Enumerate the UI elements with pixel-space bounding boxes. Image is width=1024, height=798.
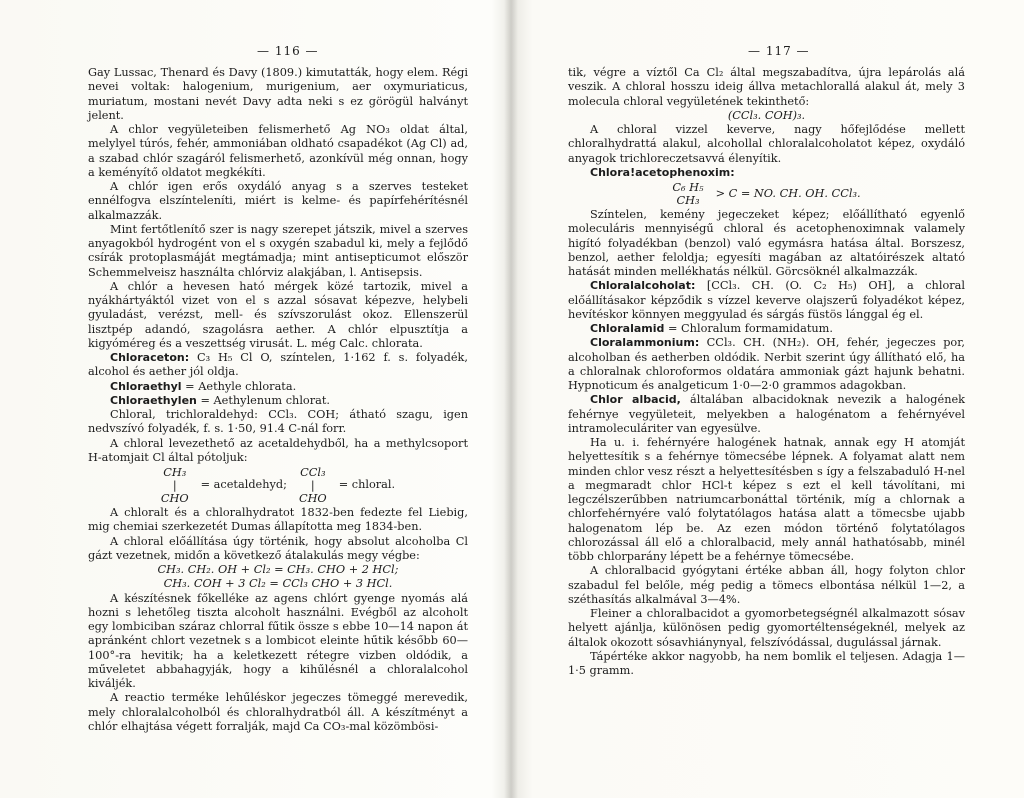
paragraph-text: Gay Lussac, Thenard és Davy (1809.) kimutatták, hogy elem. Régi nevei voltak: halogenium, murigenium, aer oxymuriaticus, muriatum, mostani nevét Davy adta neki s ez görögül halványt jelent. — [88, 66, 468, 122]
paragraph-text: tik, végre a víztől Ca Cl₂ által megszabadítva, újra lepárolás alá veszik. A chloral hosszu ideig állva metachlorallá alakul át, mely 3 molecula chloral vegyületének tekinthető: — [568, 66, 965, 108]
paragraph — [568, 123, 965, 166]
paragraph — [88, 180, 468, 223]
entry-heading: Cloralammonium: — [590, 336, 700, 350]
paragraph-text: általában albacidoknak nevezik a halogének fehérnye vegyületeit, melyekben a halogénatom a fehérnyével intramoleculáriter van egyesülve. — [568, 393, 965, 435]
entry-heading: Chlor albacid, — [590, 393, 681, 407]
entry-heading: Chloralalcoholat: — [590, 279, 696, 293]
paragraph — [88, 506, 468, 535]
right-paragraphs-c — [568, 208, 965, 678]
entry-heading: Chloraceton: — [110, 351, 190, 364]
paragraph-text: A chloral előállítása úgy történik, hogy absolut alcoholba Cl gázt vezetnek, midőn a következő átalakulás megy végbe: — [88, 534, 468, 562]
paragraph-text: Tápértéke akkor nagyobb, ha nem bomlik el teljesen. Adagja 1—1·5 gramm. — [568, 649, 965, 677]
paragraph — [88, 66, 468, 123]
right-page-text — [568, 66, 965, 678]
left-page — [0, 0, 504, 798]
right-page — [518, 0, 1024, 798]
equation-label: = acetaldehyd; — [200, 478, 287, 492]
paragraph-text: = Chloralum formamidatum. — [664, 322, 833, 335]
paragraph-text: A készítésnek főkelléke az agens chlórt gyenge nyomás alá hozni s lehetőleg tiszta alcoholt használni. Evégből az alcoholt egy lombiciban száraz chlorral fűtik össze s ebbe 10—14 napon át apránként chlort vezetnek s a lombicot eleinte hűtik később 60—100°-ra hevitik; ha a keletkezett rétegre vizben oldódik, a műveletet abbahagyják, hogy a kihűlésnél a chloralalcohol kiváljék. — [88, 591, 468, 690]
paragraph-text: A chlór a hevesen ható mérgek közé tartozik, mivel a nyákhártyáktól vizet von el s azzal sósavat képezve, helybeli gyuladást, verézst, mell- és szívszorulást okoz. Ellenszerül lisztpép adandó, szagolásra aether. A chlór elpusztítja a kigyóméreg és a veszettség virusát. L. még Calc. chlorata. — [88, 279, 468, 350]
paragraph-text: C₃ H₅ Cl O, színtelen, 1·162 f. s. folyadék, alcohol és aether jól oldja. — [88, 351, 468, 379]
paragraph-text: A chloralt és a chloralhydratot 1832-ben fedezte fel Liebig, mig chemiai szerkezetét Dumas állapította meg 1834-ben. — [88, 506, 468, 534]
page-gutter — [504, 0, 518, 798]
paragraph — [88, 280, 468, 351]
paragraph-text: A chlor vegyületeiben felismerhető Ag NO₃ oldat által, melylyel túrós, fehér, ammoniában oldható csapadékot (Ag Cl) ad, a szabad chlór szagáról felismerhető, azonkívül még onnan, hogy a keményítő oldatot megkékíti. — [88, 123, 468, 179]
left-paragraphs-c — [88, 592, 468, 735]
paragraph-text: = Aethylenum chlorat. — [196, 393, 330, 407]
paragraph — [568, 436, 965, 564]
paragraph — [88, 437, 468, 466]
paragraph-text: Chloral, trichloraldehyd: CCl₃. COH; átható szagu, igen nedvszívó folyadék, f. s. 1·50, 91.4 C-nál forr. — [88, 408, 468, 436]
paragraph — [88, 380, 468, 394]
paragraph-text: A chlór igen erős oxydáló anyag s a szerves testeket ennélfogva elszínteleníti, miért is kelme- és papírfehérítésnél alkalmazzák. — [88, 180, 468, 222]
left-paragraphs-a — [88, 66, 468, 465]
formula-bottom: CH₃ — [676, 194, 700, 207]
entry-heading: Chloralamid — [590, 322, 665, 335]
formula-rest: > C = NO. CH. OH. CCl₃. — [715, 186, 861, 200]
entry-heading: Chloraethylen — [110, 393, 197, 407]
acetaldehyd-structure — [161, 466, 189, 505]
paragraph — [88, 123, 468, 180]
paragraph-text: A chloral vizzel keverve, nagy hőfejlődése mellett chloralhydrattá alakul, alcohollal chloralalcoholatot képez, oxydáló anyagok trichloreczetsavvá élenyítik. — [568, 123, 965, 165]
paragraph-text: = Aethyle chlorata. — [181, 379, 297, 393]
left-paragraphs-b — [88, 506, 468, 563]
paragraph-text: CCl₃. CH. (NH₂). OH, fehér, jegeczes por, alcoholban és aetherben oldódik. Nerbit szerint úgy állítható elő, ha a chloralnak chloroformos oldatára ammoniak gázt hajunk behatni. Hypnoticum és analgeticum 1·0—2·0 grammos adagokban. — [568, 336, 965, 392]
chloralacetophenoxim-formula — [568, 181, 965, 207]
reaction-line: CH₃. CH₂. OH + Cl₂ = CH₃. CHO + 2 HCl; — [157, 563, 399, 576]
chloral-structure — [299, 466, 327, 505]
structure-top: CCl₃ — [300, 466, 326, 479]
paragraph — [568, 66, 965, 109]
paragraph-text: A reactio terméke lehűléskor jegeczes tömeggé merevedik, mely chloralalcoholból és chloralhydratból áll. A készítményt a chlór elhajtása végett forralják, majd Ca CO₃-mal közömbösi- — [88, 691, 468, 733]
paragraph — [88, 351, 468, 380]
paragraph — [88, 394, 468, 408]
reaction-equations — [88, 563, 468, 592]
paragraph — [88, 592, 468, 692]
paragraph-text: Színtelen, kemény jegeczeket képez; előállítható egyenlő moleculáris mennyiségű chloral és acetophenoximnak valamely higító folyadékban (benzol) való egymásra hatása által. Borszesz, benzol, aether feloldja; egyesíti magában az altatóirészek altató hatását minden mellékhatás nélkül. Görcsöknél alkalmazzák. — [568, 208, 965, 278]
bond-line: | — [172, 479, 177, 492]
paragraph — [88, 408, 468, 437]
paragraph — [568, 279, 965, 322]
structure-top: CH₃ — [163, 466, 187, 479]
structure-bottom: CHO — [298, 492, 327, 505]
paragraph — [568, 607, 965, 650]
paragraph-text: A chloral levezethető az acetaldehydből, ha a methylcsoport H-atomjait Cl által pótoljuk: — [88, 436, 468, 464]
structure-bottom: CHO — [160, 492, 189, 505]
chloralacetophenoxim-heading: Chlora!acetophenoxim: — [590, 165, 735, 179]
paragraph-text: Fleiner a chloralbacidot a gyomorbetegségnél alkalmazott sósav helyett ajánlja, különösen pedig gyomortéltenségeknél, melyek az általok okozott sósavhiánynyal, felszívódással, dugulással járnak. — [568, 607, 965, 649]
paragraph-text: Ha u. i. fehérnyére halogének hatnak, annak egy H atomját helyettesítik s a fehérnye tömecsébe lépnek. A folyamat alatt nem minden chlor vesz részt a helyettesítésben s így a felszabaduló H-nel a megmaradt chlor HCl-t képez s ezt el kell távolítani, mi legczélszerűbben natriumcarbonáttal történik, míg a chlornak a chlorfehérnyére való folytatólagos hatása alatt a tömecsbe ujabb halogenatom lép be. Az ezen módon történő folytatólagos chlorozással áll elő a chloralbacid, mely annál hathatósabb, minél több chlorparány lépett be a fehérnye tömecsébe. — [568, 436, 965, 563]
right-paragraphs-a — [568, 66, 965, 109]
reaction-line: CH₃. COH + 3 Cl₂ = CCl₃ CHO + 3 HCl. — [163, 577, 393, 591]
entry-heading: Chloraethyl — [110, 379, 182, 393]
paragraph-text: Mint fertőtlenítő szer is nagy szerepet játszik, mivel a szerves anyagokból hydrogént von el s oxygén szabadul ki, mely a fejlődő csírák protoplasmáját megtámadja; mint antisepticumot először Schemmelveisz használta chlórviz alakjában, l. Antisepsis. — [88, 222, 468, 279]
bond-line: | — [310, 479, 315, 492]
acetaldehyd-chloral-equation — [88, 466, 468, 505]
paragraph — [568, 208, 965, 279]
formula-top: C₆ H₅ — [672, 181, 704, 194]
paragraph-text: [CCl₃. CH. (O. C₂ H₅) OH], a chloral előállításakor képződik s vízzel keverve olajszerű folyadékot képez, hevítéskor könnyen meggyulad és sárgás füstös lánggal ég el. — [568, 279, 965, 321]
paragraph — [88, 223, 468, 280]
metachloral-formula: (CCl₃. COH)₃. — [727, 108, 806, 122]
left-page-number: — 116 — — [257, 44, 319, 58]
paragraph — [568, 564, 965, 607]
paragraph — [568, 322, 965, 336]
left-page-text — [88, 66, 468, 734]
right-page-number: — 117 — — [748, 44, 810, 58]
formula-stack — [672, 181, 703, 207]
paragraph — [88, 691, 468, 734]
right-paragraphs-b — [568, 123, 965, 166]
paragraph — [568, 393, 965, 436]
paragraph — [88, 535, 468, 564]
paragraph — [568, 336, 965, 393]
paragraph — [568, 650, 965, 679]
equation-label: = chloral. — [338, 478, 396, 492]
paragraph-text: A chloralbacid gyógytani értéke abban áll, hogy folyton chlor szabadul fel belőle, még pedig a tömecs elbontása nélkül 1—2, a széthasítás alkalmával 3—4%. — [568, 564, 965, 606]
